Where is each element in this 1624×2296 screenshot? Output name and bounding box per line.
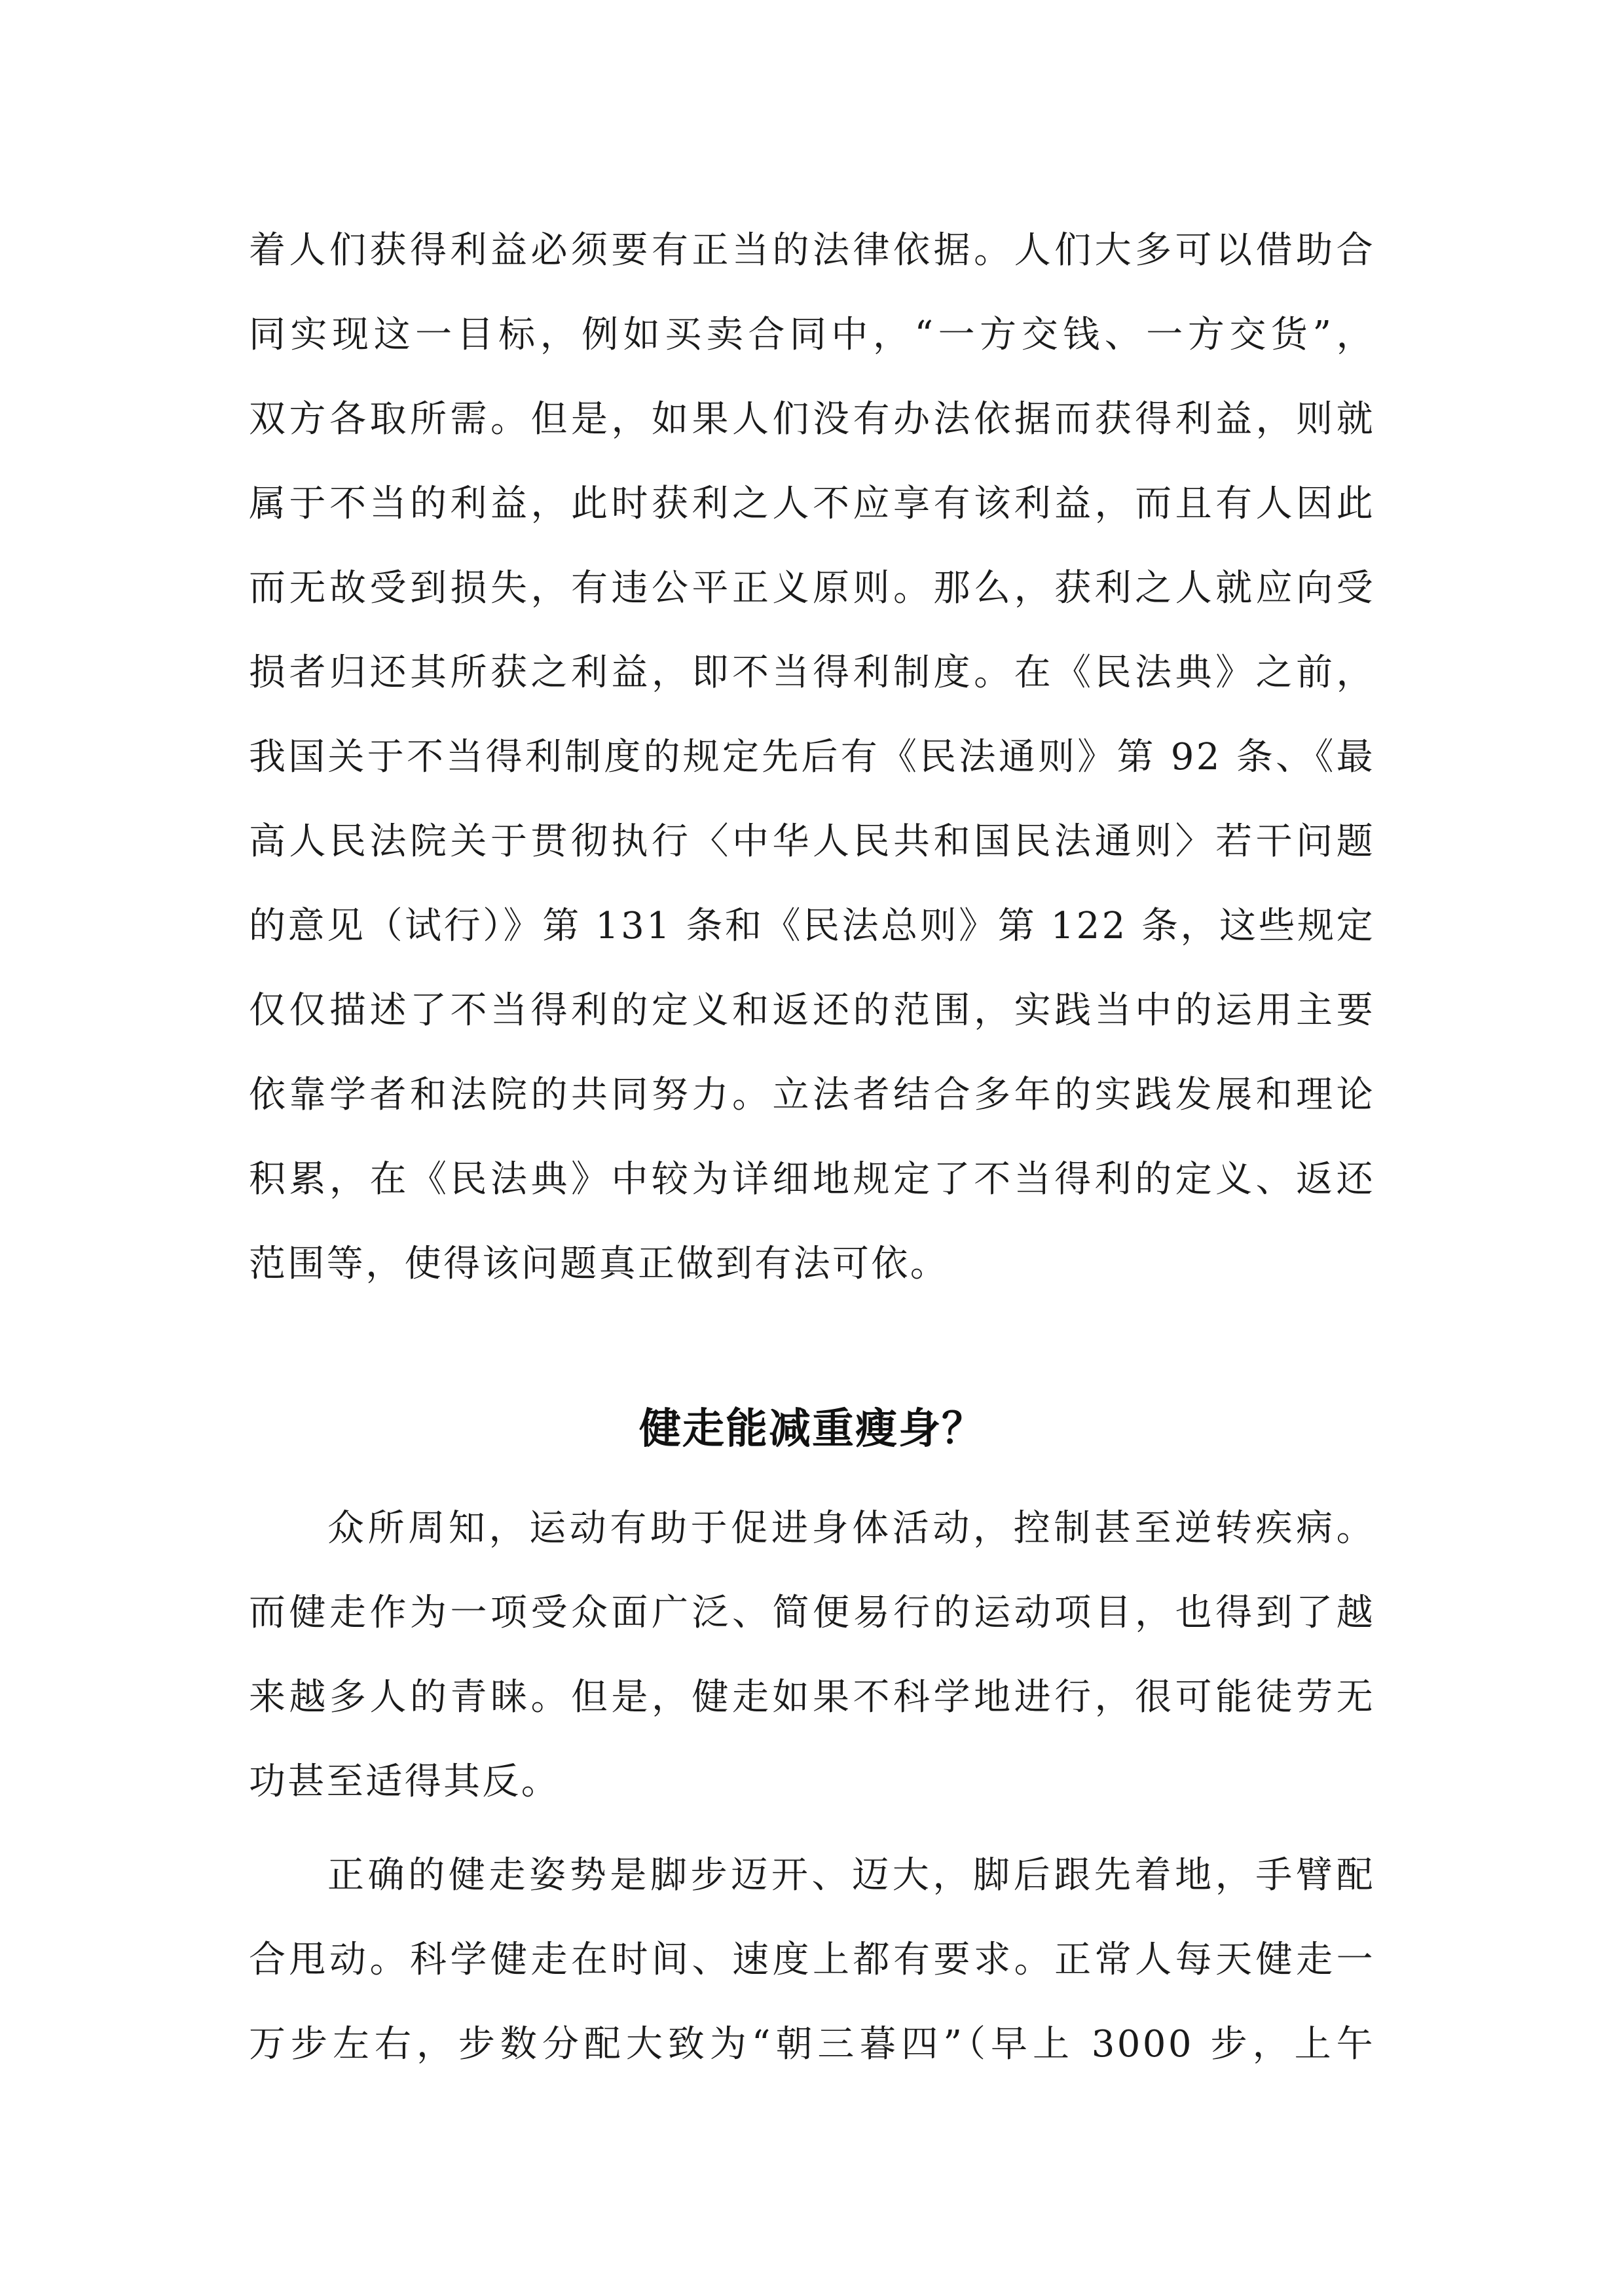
paragraph-line: 仅仅描述了不当得利的定义和返还的范围，实践当中的运用主要 [249, 989, 1375, 1032]
paragraph-line: 依靠学者和法院的共同努力。立法者结合多年的实践发展和理论 [249, 1074, 1375, 1116]
paragraph-line: 正确的健走姿势是脚步迈开、迈大，脚后跟先着地，手臂配 [327, 1854, 1375, 1897]
paragraph-line: 范围等，使得该问题真正做到有法可依。 [249, 1243, 950, 1285]
paragraph-line: 而无故受到损失，有违公平正义原则。那么，获利之人就应向受 [249, 567, 1375, 610]
paragraph-line: 万步左右，步数分配大致为“朝三暮四”（早上 3000 步，上午 [249, 2023, 1375, 2066]
walking-intro-paragraph [249, 1486, 1375, 1824]
paragraph-line: 属于不当的利益，此时获利之人不应享有该利益，而且有人因此 [249, 483, 1375, 525]
paragraph-line: 积累，在《民法典》中较为详细地规定了不当得利的定义、返还 [249, 1158, 1375, 1201]
paragraph-line: 功甚至适得其反。 [249, 1760, 561, 1803]
paragraph-line: 合甩动。科学健走在时间、速度上都有要求。正常人每天健走一 [249, 1939, 1375, 1981]
paragraph-line: 双方各取所需。但是，如果人们没有办法依据而获得利益，则就 [249, 398, 1375, 441]
law-paragraph [249, 208, 1375, 1306]
paragraph-line: 而健走作为一项受众面广泛、简便易行的运动项目，也得到了越 [249, 1592, 1375, 1634]
paragraph-line: 着人们获得利益必须要有正当的法律依据。人们大多可以借助合 [249, 229, 1375, 272]
paragraph-line: 的意见（试行）》第 131 条和《民法总则》第 122 条，这些规定 [249, 905, 1375, 947]
paragraph-line: 高人民法院关于贯彻执行〈中华人民共和国民法通则〉若干问题 [249, 820, 1375, 863]
paragraph-line: 损者归还其所获之利益，即不当得利制度。在《民法典》之前， [249, 651, 1375, 694]
paragraph-line: 众所周知，运动有助于促进身体活动，控制甚至逆转疾病。 [327, 1507, 1375, 1550]
paragraph-line: 同实现这一目标，例如买卖合同中，“一方交钱、一方交货”， [249, 314, 1375, 356]
article-title: 健走能减重瘦身？ [639, 1404, 985, 1453]
walking-posture-paragraph [249, 1833, 1375, 2086]
paragraph-line: 来越多人的青睐。但是，健走如果不科学地进行，很可能徒劳无 [249, 1676, 1375, 1719]
paragraph-line: 我国关于不当得利制度的规定先后有《民法通则》第 92 条、《最 [249, 736, 1375, 778]
